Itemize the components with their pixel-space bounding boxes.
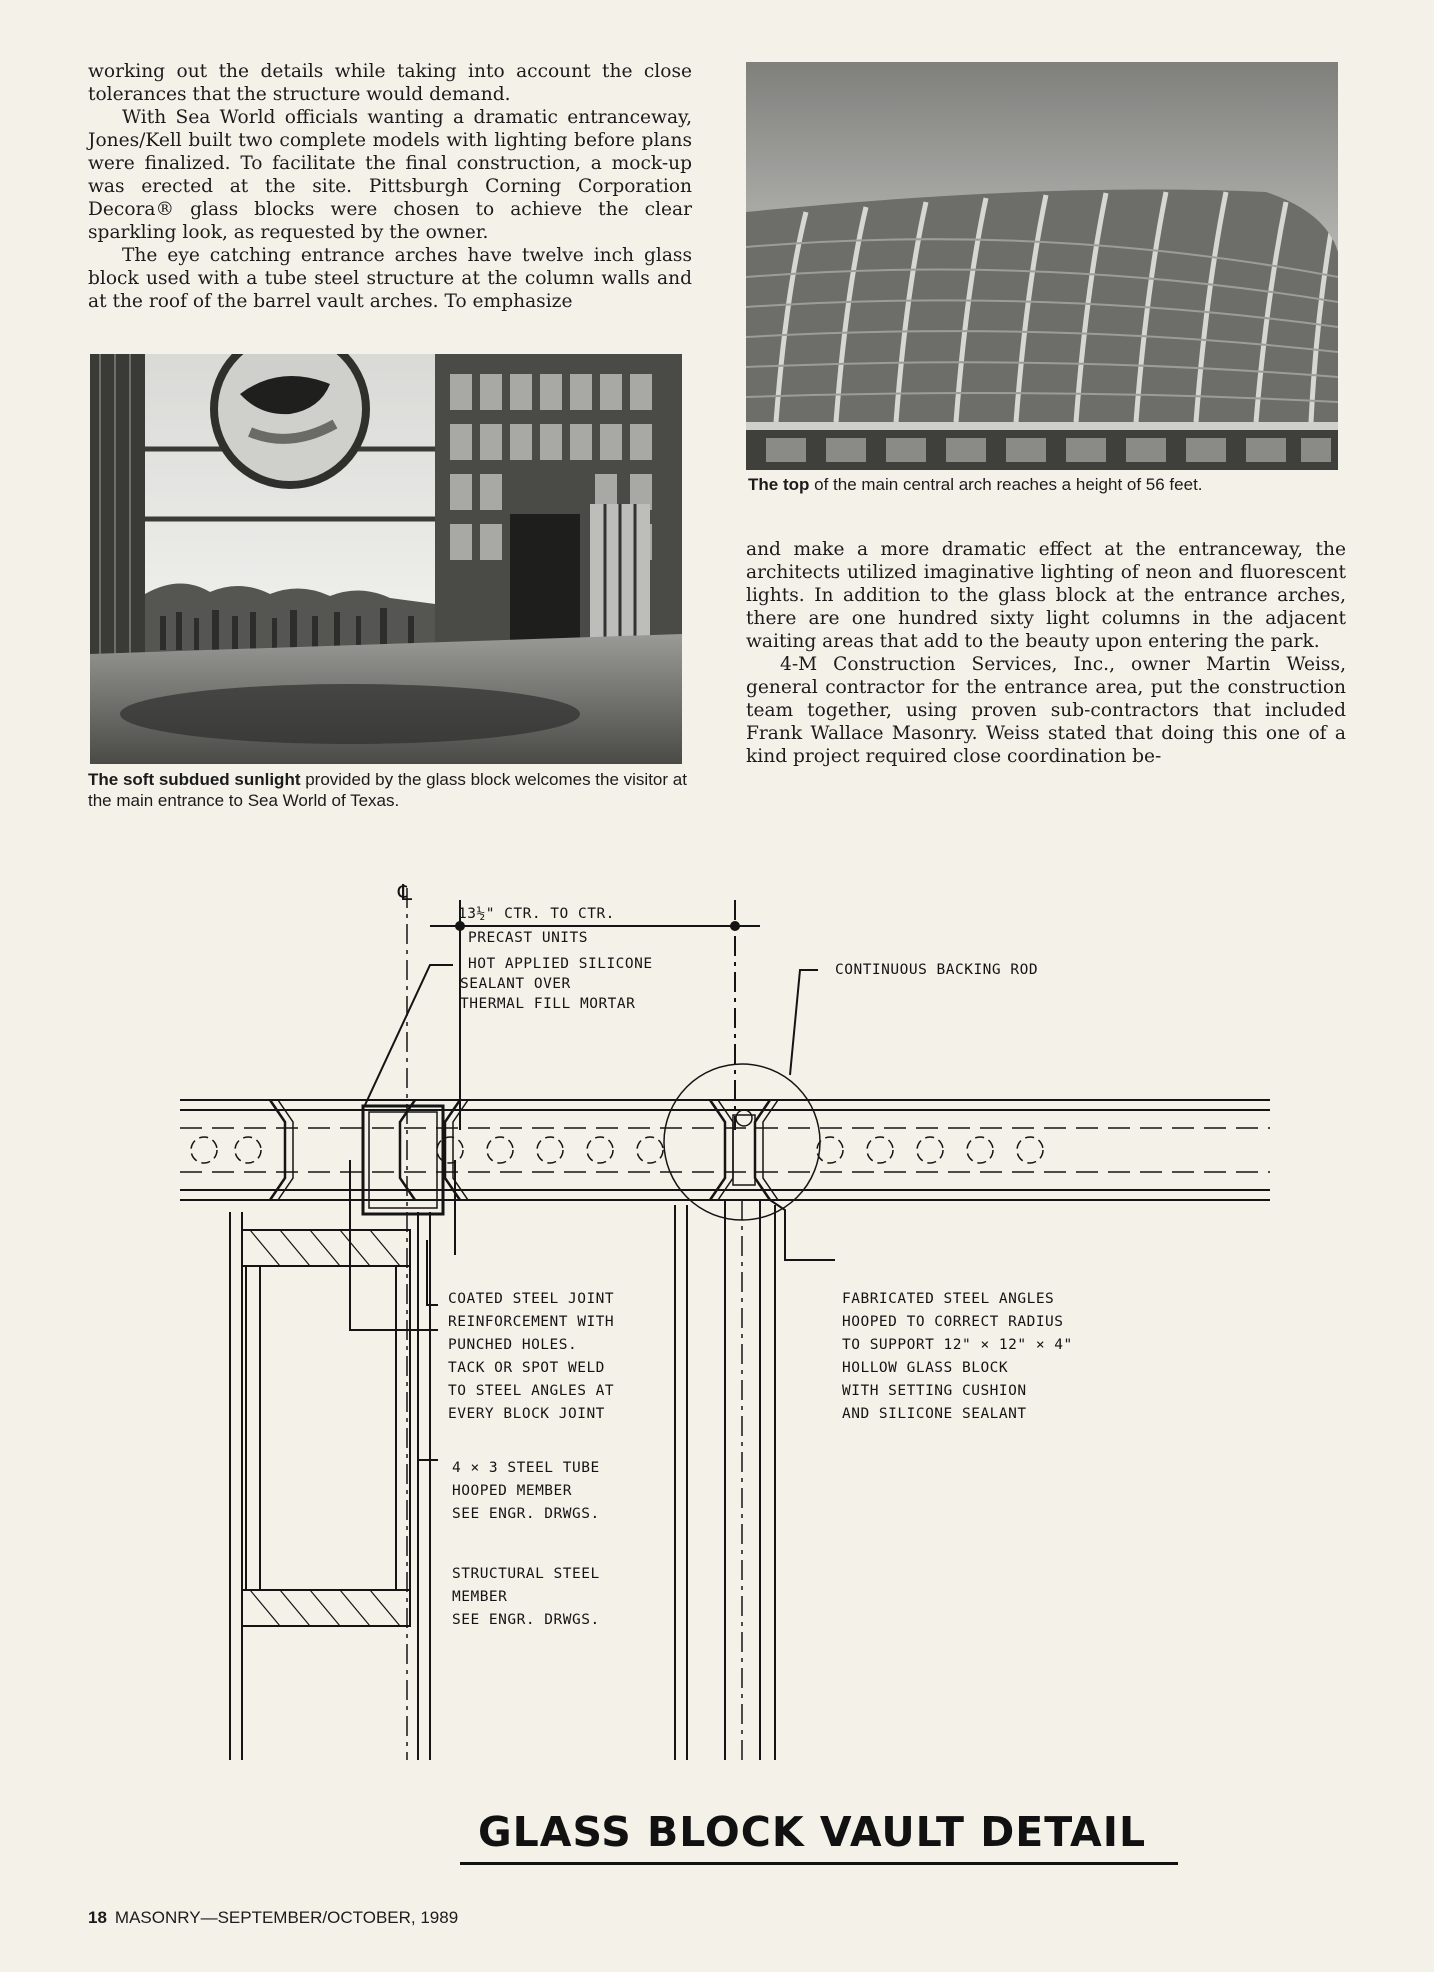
drawing-title: GLASS BLOCK VAULT DETAIL [478,1808,1147,1856]
steel-angles-note: AND SILICONE SEALANT [842,1406,1027,1422]
structural-steel-note: MEMBER [452,1589,508,1605]
structural-steel-note: SEE ENGR. DRWGS. [452,1612,600,1628]
vault-detail-drawing [170,860,1290,1780]
dimension-label: 13½" CTR. TO CTR. [458,906,615,922]
steel-angles-note: WITH SETTING CUSHION [842,1383,1027,1399]
page-number: 18 [88,1908,107,1927]
sealant-note: HOT APPLIED SILICONE [468,956,653,972]
article-column-right [746,538,1346,768]
article-paragraph: working out the details while taking into account the close tolerances that the structure would demand. [88,61,692,105]
sealant-note: THERMAL FILL MORTAR [460,996,636,1012]
joint-reinforcement-note: COATED STEEL JOINT [448,1291,615,1307]
steel-tube-note: SEE ENGR. DRWGS. [452,1506,600,1522]
joint-reinforcement-note: PUNCHED HOLES. [448,1337,578,1353]
publication-info: MASONRY—SEPTEMBER/OCTOBER, 1989 [114,1908,459,1927]
steel-angles-note: TO SUPPORT 12" × 12" × 4" [842,1337,1073,1353]
dimension-sublabel: PRECAST UNITS [468,930,588,946]
centerline-symbol: ℄ [398,881,413,906]
sealant-note: SEALANT OVER [460,976,571,992]
article-column-left [88,60,692,313]
photo-caption-left: The soft subdued sunlight provided by the glass block welcomes the visitor at the main entrance to Sea World of Texas. [88,770,687,810]
steel-angles-note: FABRICATED STEEL ANGLES [842,1291,1055,1307]
page-footer [88,1908,458,1928]
steel-tube-note: HOOPED MEMBER [452,1483,572,1499]
article-paragraph: and make a more dramatic effect at the entranceway, the architects utilized imaginative lighting of neon and fluorescent lights. In addition to the glass block at the entrance arches, there are one hundred sixty light columns in the adjacent waiting areas that add to the beauty upon entering the park. [746,539,1346,652]
joint-reinforcement-note: TO STEEL ANGLES AT [448,1383,615,1399]
steel-angles-note: HOLLOW GLASS BLOCK [842,1360,1009,1376]
joint-reinforcement-note: EVERY BLOCK JOINT [448,1406,605,1422]
steel-angles-note: HOOPED TO CORRECT RADIUS [842,1314,1064,1330]
article-paragraph: 4-M Construction Services, Inc., owner Martin Weiss, general contractor for the entrance area, put the construction team together, using proven sub-contractors that included Frank Wallace Masonry. Weiss stated that doing this one of a kind project required close coordination be- [746,654,1346,767]
title-underline [460,1862,1178,1865]
backing-rod-note: CONTINUOUS BACKING ROD [835,962,1039,978]
photo-caption-right: The top of the main central arch reaches a height of 56 feet. [748,475,1203,494]
structural-steel-note: STRUCTURAL STEEL [452,1566,600,1582]
entrance-interior-photo [90,354,682,764]
steel-tube-note: 4 × 3 STEEL TUBE [452,1460,600,1476]
arch-top-photo [746,62,1338,470]
article-paragraph: The eye catching entrance arches have twelve inch glass block used with a tube steel structure at the column walls and at the roof of the barrel vault arches. To emphasize [88,245,692,312]
article-paragraph: With Sea World officials wanting a dramatic entranceway, Jones/Kell built two complete models with lighting before plans were finalized. To facilitate the final construction, a mock-up was erected at the site. Pittsburgh Corning Corporation Decora® glass blocks were chosen to achieve the clear sparkling look, as requested by the owner. [88,107,692,243]
joint-reinforcement-note: REINFORCEMENT WITH [448,1314,615,1330]
joint-reinforcement-note: TACK OR SPOT WELD [448,1360,605,1376]
